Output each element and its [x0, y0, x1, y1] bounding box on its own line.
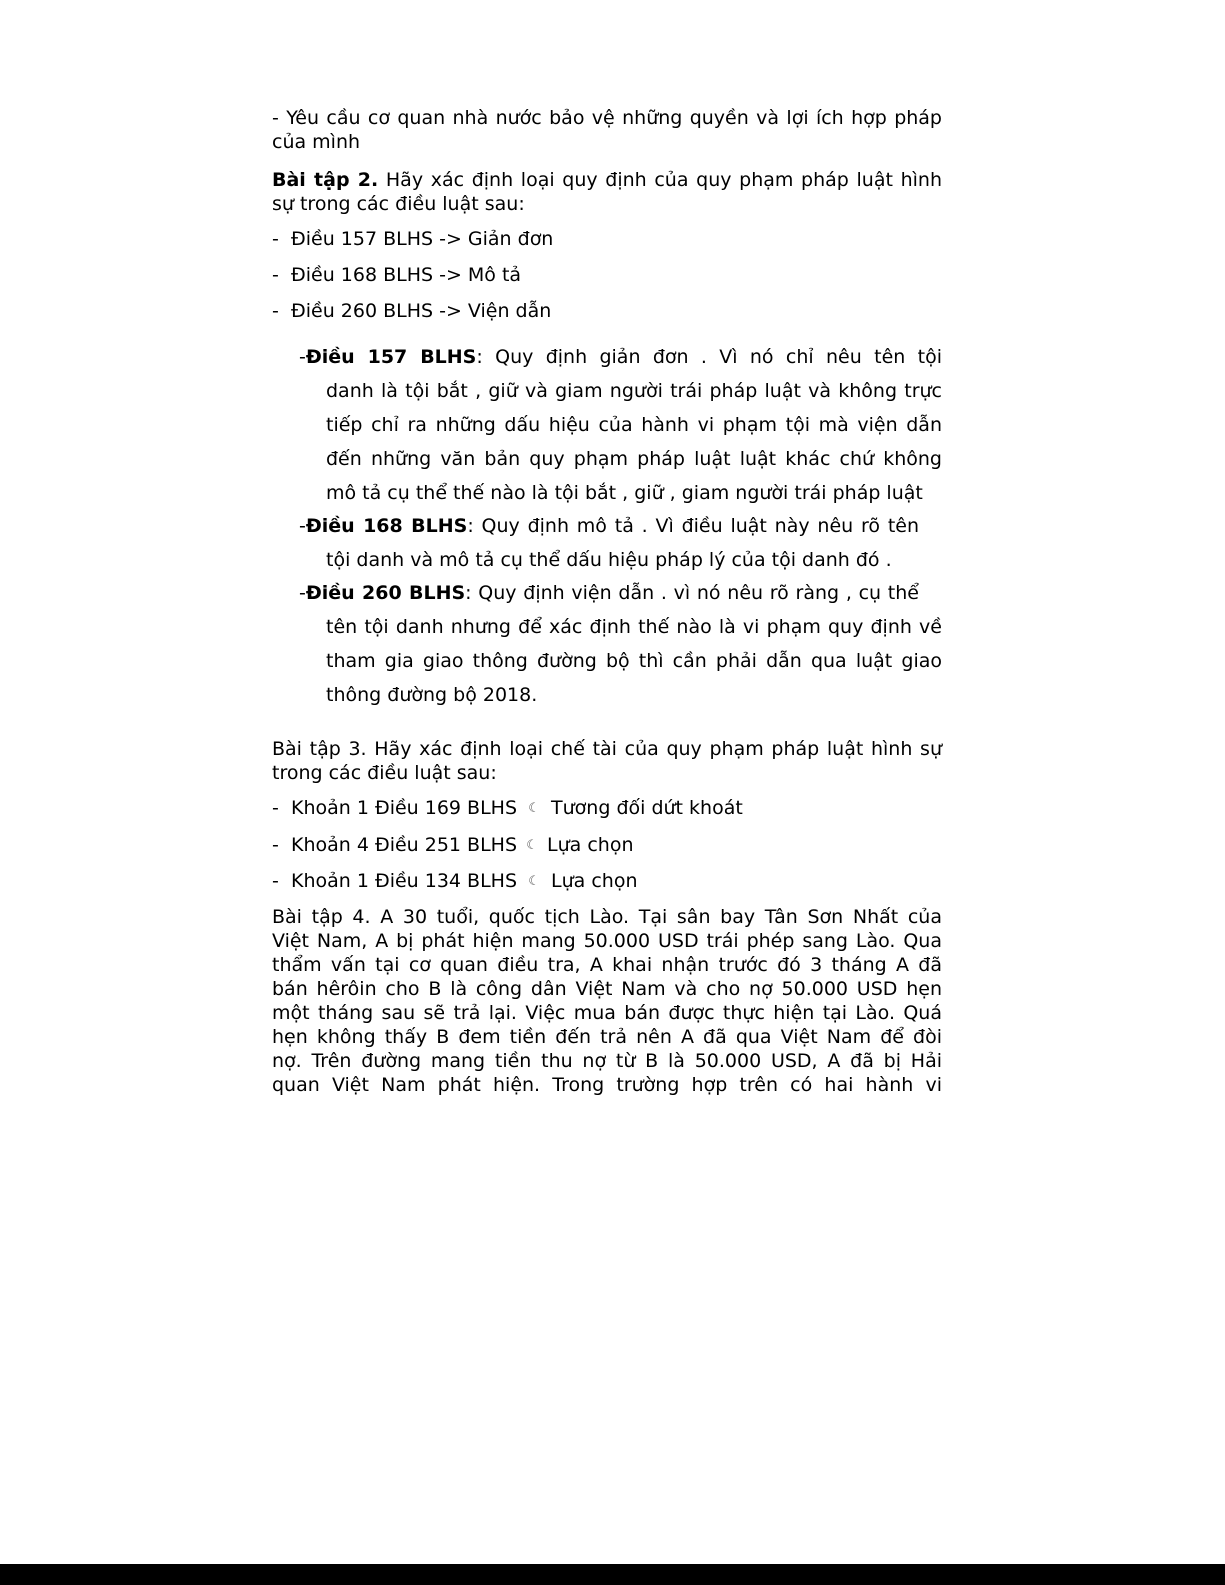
ex4-line: Việt Nam, A bị phát hiện mang 50.000 USD trái phép sang Lào. Qua: [272, 930, 942, 952]
ex4-paragraph: [272, 905, 942, 1097]
ex4-line: bán hêrôin cho B là công dân Việt Nam và cho nợ 50.000 USD hẹn: [272, 978, 942, 1000]
intro-line-2: của mình: [272, 131, 361, 153]
ex3-question-line-2: trong các điều luật sau:: [272, 762, 497, 784]
crescent-arrow-icon: ☾: [526, 838, 538, 853]
ex2-question: [272, 168, 942, 216]
explain-dieu-168: -Điều 168 BLHS: Quy định mô tả . Vì điều luật này nêu rõ tên tội danh và mô tả cụ thể dấu hiệu pháp lý của tội danh đó .: [299, 515, 919, 571]
ex3-question-line-1: Bài tập 3. Hãy xác định loại chế tài của quy phạm pháp luật hình sự: [272, 738, 942, 760]
ex3-question: [272, 737, 942, 785]
explain-dieu-260: -Điều 260 BLHS: Quy định viện dẫn . vì nó nêu rõ ràng , cụ thể tên tội danh nhưng để xác định thế nào là vi phạm quy định về tham gia giao thông đường bộ thì cần phải dẫn qua luật giao thông đường bộ 2018.: [299, 582, 942, 706]
ex2-question-line-2: sự trong các điều luật sau:: [272, 193, 525, 215]
ex3-list-item: - Khoản 1 Điều 134 BLHS ☾ Lựa chọn: [272, 870, 638, 892]
explain-term: Điều 157 BLHS: [305, 346, 477, 368]
page-bottom-border: [0, 1564, 1225, 1585]
ex2-list-item: - Điều 157 BLHS -> Giản đơn: [272, 228, 554, 250]
intro-paragraph: [272, 106, 942, 154]
ex3-list-item: - Khoản 1 Điều 169 BLHS ☾ Tương đối dứt khoát: [272, 797, 743, 819]
ex2-label: Bài tập 2.: [272, 169, 379, 191]
crescent-arrow-icon: ☾: [528, 874, 540, 889]
ex2-list-item: - Điều 168 BLHS -> Mô tả: [272, 264, 522, 286]
ex2-list-item: - Điều 260 BLHS -> Viện dẫn: [272, 300, 552, 322]
ex4-line: Bài tập 4. A 30 tuổi, quốc tịch Lào. Tại sân bay Tân Sơn Nhất của: [272, 906, 942, 928]
explain-dieu-157: -Điều 157 BLHS: Quy định giản đơn . Vì nó chỉ nêu tên tội danh là tội bắt , giữ và giam người trái pháp luật và không trực tiếp chỉ ra những dấu hiệu của hành vi phạm tội mà viện dẫn đến những văn bản quy phạm pháp luật luật khác chứ không mô tả cụ thể thế nào là tội bắt , giữ , giam người trái pháp luật: [299, 346, 942, 504]
intro-line-1: - Yêu cầu cơ quan nhà nước bảo vệ những quyền và lợi ích hợp pháp: [272, 107, 942, 129]
ex4-line: thẩm vấn tại cơ quan điều tra, A khai nhận trước đó 3 tháng A đã: [272, 954, 942, 976]
ex4-line: quan Việt Nam phát hiện. Trong trường hợp trên có hai hành vi: [272, 1074, 942, 1096]
crescent-arrow-icon: ☾: [528, 801, 540, 816]
ex2-question-line-1: Hãy xác định loại quy định của quy phạm pháp luật hình: [378, 169, 942, 191]
explain-term: Điều 260 BLHS: [305, 582, 466, 604]
explain-term: Điều 168 BLHS: [305, 515, 468, 537]
ex3-list-item: - Khoản 4 Điều 251 BLHS ☾ Lựa chọn: [272, 834, 634, 856]
ex4-line: nợ. Trên đường mang tiền thu nợ từ B là 50.000 USD, A đã bị Hải: [272, 1050, 942, 1072]
ex4-line: một tháng sau sẽ trả lại. Việc mua bán được thực hiện tại Lào. Quá: [272, 1002, 942, 1024]
ex4-line: hẹn không thấy B đem tiền đến trả nên A đã qua Việt Nam để đòi: [272, 1026, 942, 1048]
